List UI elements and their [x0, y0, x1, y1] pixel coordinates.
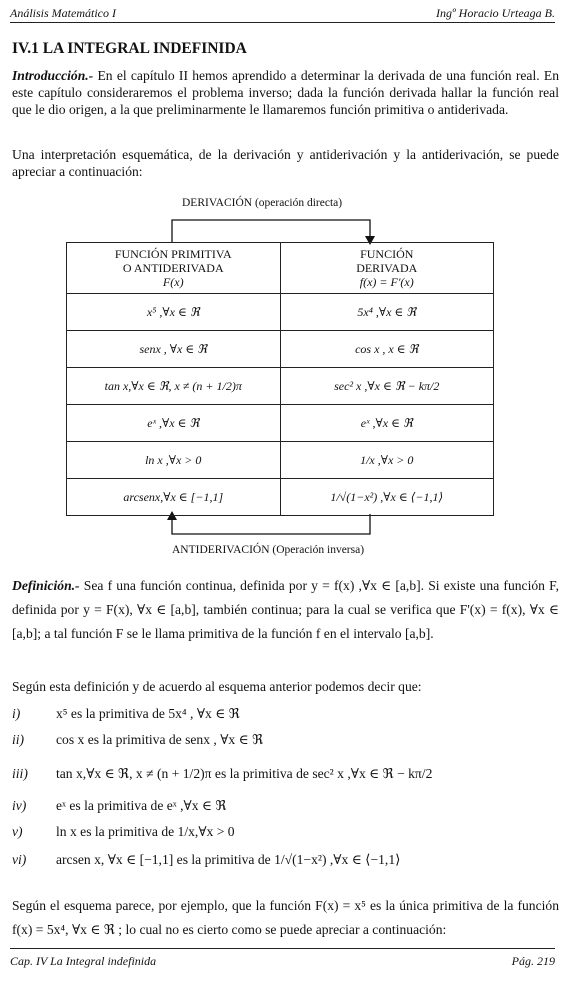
page-footer	[10, 948, 555, 969]
derivation-label: DERIVACIÓN (operación directa)	[182, 197, 343, 209]
section-title: IV.1 LA INTEGRAL INDEFINIDA	[12, 40, 247, 57]
header-left: Análisis Matemático I	[10, 6, 116, 20]
definition-text: Sea f una función continua, definida por y = f(x) ,∀x ∈ [a,b]. Si existe una función F, definida por y = F(x), ∀x ∈ [a,b], también continua; para la cual se verifica que F'(x) = f(x), ∀x ∈ [a,b]; a tal función F se le llama primitiva de la función f en el intervalo [a,b].	[12, 578, 559, 641]
table-cell: 1/√(1−x²) ,∀x ∈ ⟨−1,1⟩	[280, 479, 494, 516]
table-header-row	[67, 243, 494, 294]
table-cell: 5x⁴ ,∀x ∈ ℜ	[280, 294, 494, 331]
table-row	[67, 294, 494, 331]
derivation-scheme-table	[66, 242, 494, 516]
document-page: Análisis Matemático I Ingº Horacio Urteaga B. IV.1 LA INTEGRAL INDEFINIDA Introducción.- En el capítulo II hemos aprendido a determinar la derivada de una función real. En este capítulo consideraremos el problema inverso; dada la función derivada hallar la función real que le dio origen, a la que preliminarmente le llamaremos función primitiva o antiderivada. Una interpretación esquemática, de la derivación y antiderivación y la antiderivación, se puede apreciar a continuación: DERIVACIÓN (operación directa) FUNCIÓN PRIMITIVA O ANTIDERIVADA F(x) FUNCIÓN DERIVADA f(x) = F'(x) x⁵ ,∀x ∈ ℜ 5x⁴ ,∀x ∈ ℜ senx , ∀x ∈ ℜ cos x , x ∈ ℜ tan x,∀x ∈ ℜ, x ≠ (n + 1/2)π sec² x ,∀x ∈ ℜ − kπ/2 eˣ ,∀x ∈ ℜ eˣ ,∀x ∈ ℜ ln x ,∀x > 0 1/x ,∀x > 0 arcsenx,∀x ∈ [−1,1] 1/√(1−x²) ,∀x ∈ ⟨−1,1⟩ ANTIDERIVACIÓN (Operación inversa) Definición.- Sea f una función continua, definida por y = f(x) ,∀x ∈ [a,b]. Si existe una función F, definida por y = F(x), ∀x ∈ [a,b], también continua; para la cual se verifica que F'(x) = f(x), ∀x ∈ [a,b]; a tal función F se le llama primitiva de la función f en el intervalo [a,b]. Según esta definición y de acuerdo al esquema anterior podemos decir que: i) x⁵ es la primitiva de 5x⁴ , ∀x ∈ ℜ ii) cos x es la primitiva de senx , ∀x ∈ ℜ iii) tan x,∀x ∈ ℜ, x ≠ (n + 1/2)π es la primitiva de sec² x ,∀x ∈ ℜ − kπ/2 iv) eˣ es la primitiva de eˣ ,∀x ∈ ℜ v) ln x es la primitiva de 1/x,∀x > 0 vi) arcsen x, ∀x ∈ [−1,1] es la primitiva de 1/√(1−x²) ,∀x ∈ ⟨−1,1⟩ Según el esquema parece, por ejemplo, que la función F(x) = x⁵ es la única primitiva de la función f(x) = 5x⁴, ∀x ∈ ℜ ; lo cual no es cierto como se puede apreciar a continuación: Cap. IV La Integral indefinida Pág. 219	[0, 0, 583, 981]
footer-left: Cap. IV La Integral indefinida	[10, 954, 157, 968]
intro-text: En el capítulo II hemos aprendido a determinar la derivada de una función real. En este capítulo consideraremos el problema inverso; dada la función derivada hallar la función real que le dio origen, a la que preliminarmente le llamaremos función primitiva o antiderivada.	[12, 68, 559, 118]
table-cell: sec² x ,∀x ∈ ℜ − kπ/2	[280, 368, 494, 405]
table-cell: tan x,∀x ∈ ℜ, x ≠ (n + 1/2)π	[67, 368, 281, 405]
table-row	[67, 405, 494, 442]
table-row	[67, 368, 494, 405]
table-cell: ln x ,∀x > 0	[67, 442, 281, 479]
closing-paragraph: Según el esquema parece, por ejemplo, que la función F(x) = x⁵ es la única primitiva de la función f(x) = 5x⁴, ∀x ∈ ℜ ; lo cual no es cierto como se puede apreciar a continuación:	[12, 898, 559, 937]
table-cell: eˣ ,∀x ∈ ℜ	[280, 405, 494, 442]
table-cell: arcsenx,∀x ∈ [−1,1]	[67, 479, 281, 516]
scheme-intro-paragraph: Una interpretación esquemática, de la derivación y antiderivación y la antiderivación, se puede apreciar a continuación:	[12, 147, 559, 180]
header-right: Ingº Horacio Urteaga B.	[435, 6, 555, 20]
table-cell: cos x , x ∈ ℜ	[280, 331, 494, 368]
intro-label: Introducción.-	[12, 68, 94, 83]
antiderivation-arrow	[172, 514, 370, 534]
derivation-arrow	[172, 220, 370, 242]
antiderivation-label: ANTIDERIVACIÓN (Operación inversa)	[172, 544, 365, 556]
table-row	[67, 442, 494, 479]
table-row	[67, 331, 494, 368]
definition-label: Definición.-	[12, 578, 80, 593]
definition-paragraph	[12, 574, 559, 646]
table-cell: x⁵ ,∀x ∈ ℜ	[67, 294, 281, 331]
list-intro-paragraph: Según esta definición y de acuerdo al esquema anterior podemos decir que:	[12, 679, 422, 694]
header-primitive: FUNCIÓN PRIMITIVA O ANTIDERIVADA F(x)	[67, 243, 281, 294]
table-cell: eˣ ,∀x ∈ ℜ	[67, 405, 281, 442]
page-number: Pág. 219	[511, 954, 555, 968]
header-derivative: FUNCIÓN DERIVADA f(x) = F'(x)	[280, 243, 494, 294]
table-cell: 1/x ,∀x > 0	[280, 442, 494, 479]
table-row	[67, 479, 494, 516]
table-cell: senx , ∀x ∈ ℜ	[67, 331, 281, 368]
